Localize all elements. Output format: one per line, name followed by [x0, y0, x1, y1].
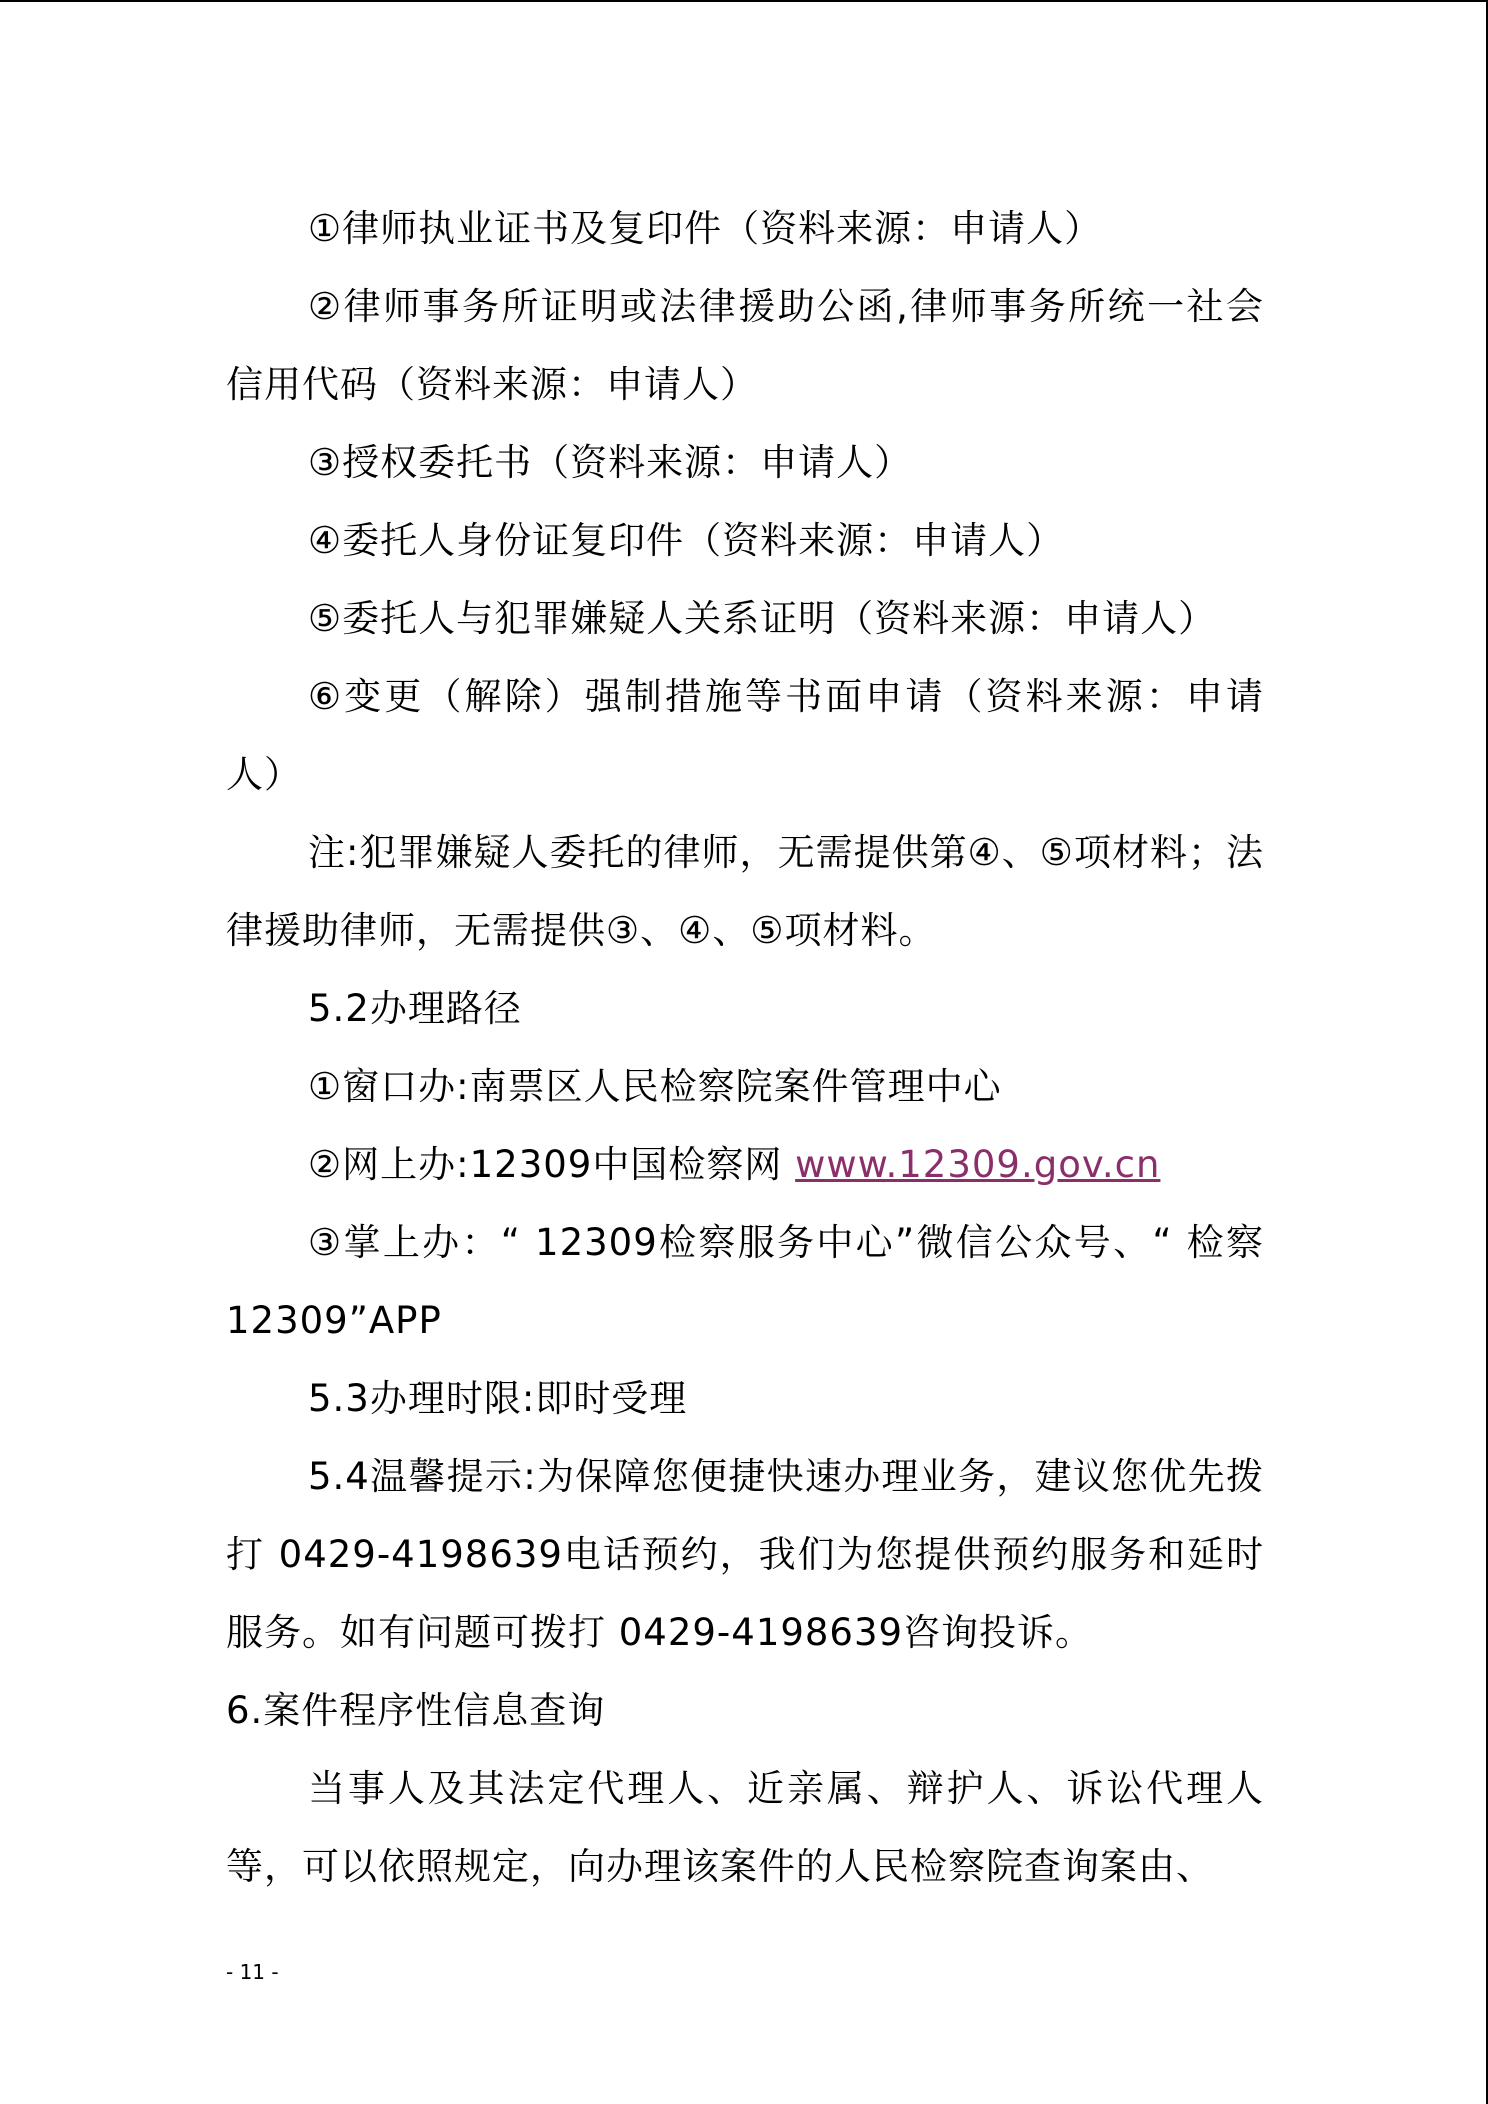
material-item-2: ②律师事务所证明或法律援助公函,律师事务所统一社会信用代码（资料来源：申请人）: [226, 285, 1264, 406]
procuratorate-website-link[interactable]: www.12309.gov.cn: [795, 1143, 1161, 1186]
materials-note: 注:犯罪嫌疑人委托的律师，无需提供第④、⑤项材料；法律援助律师，无需提供③、④、⑤项材料。: [226, 831, 1264, 952]
route-online-label: ②网上办:12309中国检察网: [308, 1143, 796, 1186]
time-limit: 5.3办理时限:即时受理: [308, 1377, 688, 1420]
material-item-6: ⑥变更（解除）强制措施等书面申请（资料来源：申请人）: [226, 675, 1264, 796]
section-6-heading: 6.案件程序性信息查询: [226, 1689, 606, 1732]
page-number: - 11 -: [226, 1960, 279, 1984]
material-item-1: ①律师执业证书及复印件（资料来源：申请人）: [308, 207, 1103, 250]
document-body: [226, 190, 1264, 1906]
section-6-body: 当事人及其法定代理人、近亲属、辩护人、诉讼代理人等，可以依照规定，向办理该案件的人民检察院查询案由、: [226, 1767, 1264, 1888]
material-item-4: ④委托人身份证复印件（资料来源：申请人）: [308, 519, 1065, 562]
route-online: [226, 1126, 1264, 1204]
route-heading: 5.2办理路径: [308, 987, 522, 1030]
material-item-3: ③授权委托书（资料来源：申请人）: [308, 441, 913, 484]
material-item-5: ⑤委托人与犯罪嫌疑人关系证明（资料来源：申请人）: [308, 597, 1217, 640]
route-window: ①窗口办:南票区人民检察院案件管理中心: [308, 1065, 1002, 1108]
route-mobile: ③掌上办：“ 12309检察服务中心”微信公众号、“ 检察 12309”APP: [226, 1221, 1264, 1342]
warm-tip: 5.4温馨提示:为保障您便捷快速办理业务，建议您优先拨打 0429-4198639电话预约，我们为您提供预约服务和延时服务。如有问题可拨打 0429-4198639咨询投诉。: [226, 1455, 1264, 1654]
